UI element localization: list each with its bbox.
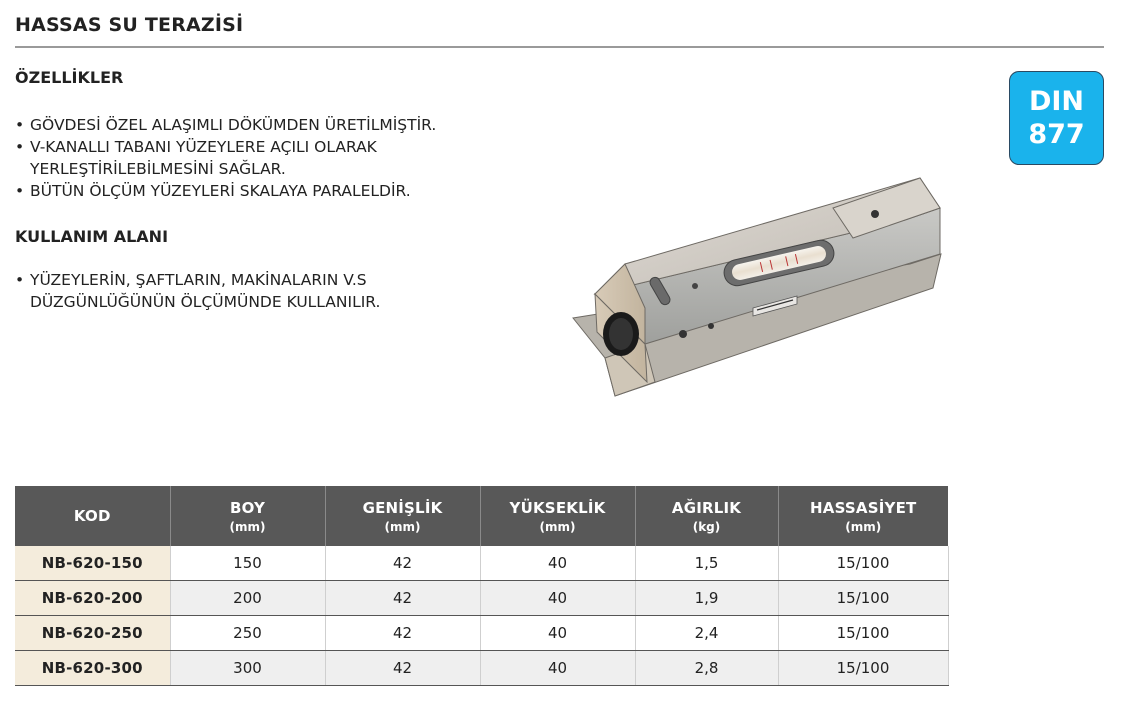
cell-kod: NB-620-300 <box>15 651 170 686</box>
precision-spirit-level-icon <box>565 168 957 404</box>
col-header-kod: KOD <box>15 486 170 546</box>
cell-hassasiyet: 15/100 <box>778 546 948 581</box>
cell-genislik: 42 <box>325 651 480 686</box>
cell-kod: NB-620-200 <box>15 581 170 616</box>
cell-yukseklik: 40 <box>480 651 635 686</box>
cell-boy: 150 <box>170 546 325 581</box>
cell-hassasiyet: 15/100 <box>778 616 948 651</box>
cell-agirlik: 1,9 <box>635 581 778 616</box>
table-row <box>15 546 948 581</box>
din-badge-line2: 877 <box>1028 119 1085 150</box>
cell-kod: NB-620-250 <box>15 616 170 651</box>
specs-table <box>15 486 949 686</box>
features-heading: ÖZELLİKLER <box>15 68 124 87</box>
cell-agirlik: 2,8 <box>635 651 778 686</box>
col-header-genislik: GENİŞLİK (mm) <box>325 486 480 546</box>
cell-yukseklik: 40 <box>480 616 635 651</box>
usage-item: • YÜZEYLERİN, ŞAFTLARIN, MAKİNALARIN V.S DÜZGÜNLÜĞÜNÜN ÖLÇÜMÜNDE KULLANILIR. <box>15 269 380 313</box>
table-row <box>15 651 948 686</box>
page-title: HASSAS SU TERAZİSİ <box>15 14 244 36</box>
din-badge-line1: DIN <box>1028 86 1085 117</box>
feature-item: • V-KANALLI TABANI YÜZEYLERE AÇILI OLARAK YERLEŞTİRİLEBİLMESİNİ SAĞLAR. <box>15 136 436 180</box>
cell-yukseklik: 40 <box>480 581 635 616</box>
col-header-yukseklik: YÜKSEKLİK (mm) <box>480 486 635 546</box>
cell-yukseklik: 40 <box>480 546 635 581</box>
cell-agirlik: 1,5 <box>635 546 778 581</box>
cell-genislik: 42 <box>325 616 480 651</box>
cell-kod: NB-620-150 <box>15 546 170 581</box>
col-header-hassasiyet: HASSASİYET (mm) <box>778 486 948 546</box>
feature-item: • BÜTÜN ÖLÇÜM YÜZEYLERİ SKALAYA PARALELDİR. <box>15 180 436 202</box>
table-row <box>15 616 948 651</box>
cell-boy: 200 <box>170 581 325 616</box>
feature-item: • GÖVDESİ ÖZEL ALAŞIMLI DÖKÜMDEN ÜRETİLMİŞTİR. <box>15 114 436 136</box>
usage-list <box>15 269 380 313</box>
col-header-agirlik: AĞIRLIK (kg) <box>635 486 778 546</box>
table-header-row <box>15 486 948 546</box>
cell-hassasiyet: 15/100 <box>778 581 948 616</box>
cell-boy: 300 <box>170 651 325 686</box>
cell-agirlik: 2,4 <box>635 616 778 651</box>
din-badge <box>1009 71 1104 165</box>
cell-genislik: 42 <box>325 546 480 581</box>
cell-boy: 250 <box>170 616 325 651</box>
cell-hassasiyet: 15/100 <box>778 651 948 686</box>
title-divider <box>15 46 1104 48</box>
table-row <box>15 581 948 616</box>
features-list <box>15 114 436 202</box>
cell-genislik: 42 <box>325 581 480 616</box>
col-header-boy: BOY (mm) <box>170 486 325 546</box>
usage-heading: KULLANIM ALANI <box>15 227 169 246</box>
